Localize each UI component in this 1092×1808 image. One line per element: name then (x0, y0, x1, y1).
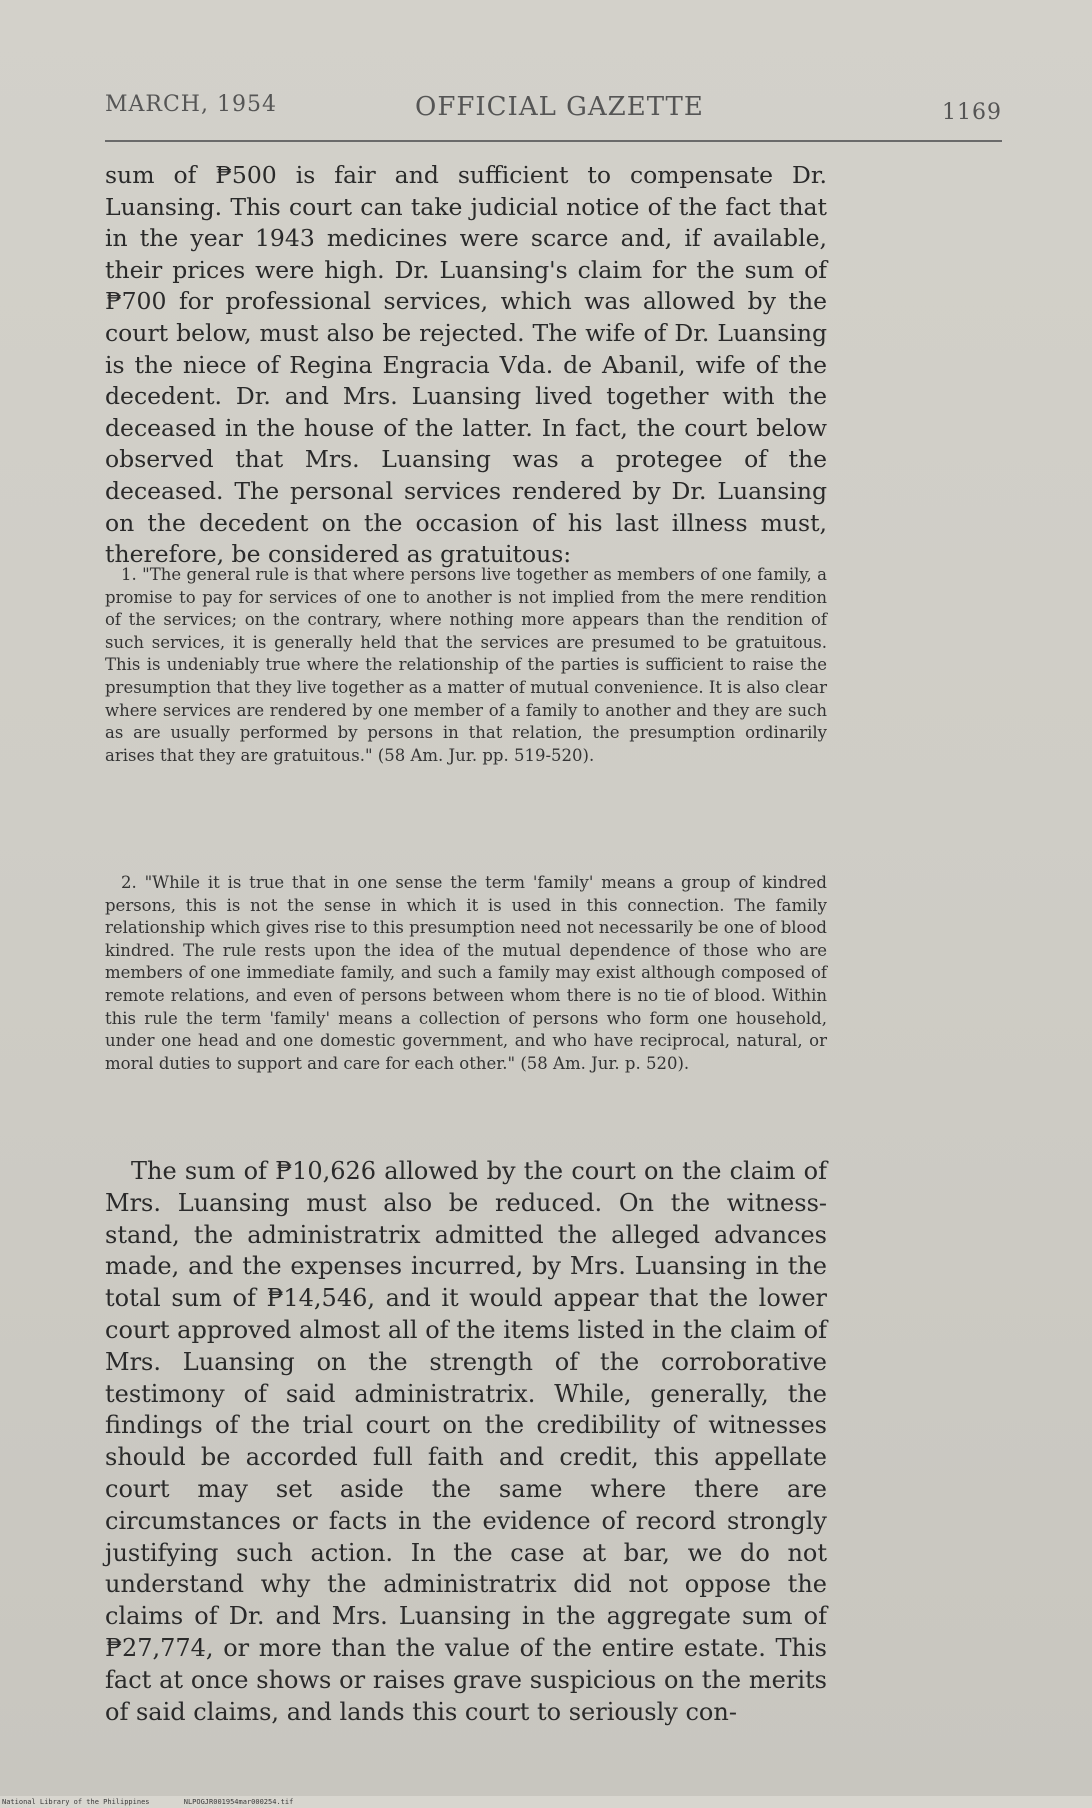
paragraph-1: sum of ₱500 is fair and sufficient to compensate Dr. Luansing. This court can take judicial notice of the fact that in the year 1943 medicines were scarce and, if available, their prices were high. Dr. Luansing's claim for the sum of ₱700 for professional services, which was allowed by the court below, must also be rejected. The wife of Dr. Luansing is the niece of Regina Engracia Vda. de Abanil, wife of the decedent. Dr. and Mrs. Luansing lived together with the deceased in the house of the latter. In fact, the court below observed that Mrs. Luansing was a protegee of the deceased. The personal services rendered by Dr. Luansing on the decedent on the occasion of his last illness must, therefore, be considered as gratuitous: (105, 161, 827, 569)
header-title: OFFICIAL GAZETTE (415, 92, 704, 122)
quotation-1: 1. "The general rule is that where persons live together as members of one family, a promise to pay for services of one to another is not implied from the mere rendition of the services; on the contrary, where nothing more appears than the rendition of such services, it is generally held that the services are presumed to be gratuitous. This is undeniably true where the relationship of the parties is sufficient to raise the presumption that they live together as a matter of mutual convenience. It is also clear where services are rendered by one member of a family to another and they are such as are usually performed by persons in that relation, the presumption ordinarily arises that they are gratuitous." (58 Am. Jur. pp. 519-520). (105, 565, 827, 765)
footer-filename: NLPOGJR001954mar000254.tif (183, 1798, 294, 1806)
page-header (105, 80, 1002, 142)
scan-footer (0, 1796, 1092, 1808)
header-date: MARCH, 1954 (105, 92, 277, 117)
page-number: 1169 (942, 100, 1002, 125)
quotation-2: 2. "While it is true that in one sense the term 'family' means a group of kindred persons, this is not the sense in which it is used in this connection. The family relationship which gives rise to this presumption need not necessarily be one of blood kindred. The rule rests upon the idea of the mutual dependence of those who are members of one immediate family, and such a family may exist although composed of remote relations, and even of persons between whom there is no tie of blood. Within this rule the term 'family' means a collection of persons who form one household, under one head and one domestic government, and who have reciprocal, natural, or moral duties to support and care for each other." (58 Am. Jur. p. 520). (105, 873, 827, 1073)
footer-library: National Library of the Philippines (2, 1798, 150, 1806)
paragraph-2: The sum of ₱10,626 allowed by the court on the claim of Mrs. Luansing must also be reduced. On the witness-stand, the administratrix admitted the alleged advances made, and the expenses incurred, by Mrs. Luansing in the total sum of ₱14,546, and it would appear that the lower court approved almost all of the items listed in the claim of Mrs. Luansing on the strength of the corroborative testimony of said administratrix. While, generally, the findings of the trial court on the credibility of witnesses should be accorded full faith and credit, this appellate court may set aside the same where there are circumstances or facts in the evidence of record strongly justifying such action. In the case at bar, we do not understand why the administratrix did not oppose the claims of Dr. and Mrs. Luansing in the aggregate sum of ₱27,774, or more than the value of the entire estate. This fact at once shows or raises grave suspicious on the merits of said claims, and lands this court to seriously con- (105, 1157, 827, 1726)
